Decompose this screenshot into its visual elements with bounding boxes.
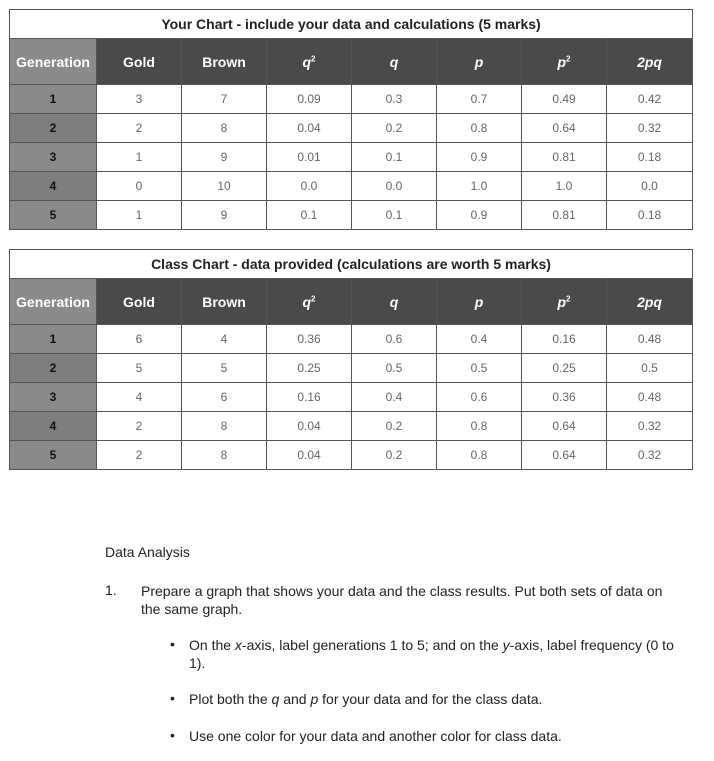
cell-q: 0.2 [352,114,437,143]
table-row [10,143,693,172]
cell-gold: 5 [97,354,182,383]
cell-gold: 1 [97,143,182,172]
data-analysis-heading: Data Analysis [105,544,190,560]
b2-text-a: Plot both the [189,691,272,707]
cell-twopq: 0.48 [607,325,693,354]
b1-text-b: -axis, label generations 1 to 5; and on the [241,637,503,653]
cell-brown: 8 [182,412,267,441]
question-1-number: 1. [105,582,117,598]
b2-p-var: p [310,691,319,707]
b2-text-c: for your data and for the class data. [318,691,543,707]
table-row [10,172,693,201]
table-row [10,354,693,383]
header-2pq [607,279,693,325]
cell-brown: 7 [182,85,267,114]
bullet-color-instruction: Use one color for your data and another color for class data. [189,728,562,744]
header-brown: Brown [182,279,267,325]
bullet-icon: • [170,727,175,743]
cell-p: 0.8 [437,441,522,470]
header-p-squared-exp: 2 [566,293,571,303]
header-q-squared [267,279,352,325]
b1-y-var: y [502,637,510,653]
header-q-squared-base: q [302,293,312,310]
cell-gen: 3 [10,143,97,172]
header-gold: Gold [97,279,182,325]
cell-twopq: 0.42 [607,85,693,114]
cell-p: 0.9 [437,201,522,230]
header-2pq-label: 2pq [637,53,662,70]
cell-q: 0.6 [352,325,437,354]
cell-q2: 0.01 [267,143,352,172]
table-row [10,412,693,441]
cell-q2: 0.04 [267,412,352,441]
header-q-squared [267,39,352,85]
cell-gold: 2 [97,114,182,143]
bullet-plot-instruction [189,690,679,708]
cell-p2: 0.49 [522,85,607,114]
bullet-icon: • [170,636,175,652]
header-q [352,279,437,325]
cell-gold: 2 [97,412,182,441]
header-p-squared-exp: 2 [566,53,571,63]
header-q-label: q [389,53,399,70]
cell-p: 0.5 [437,354,522,383]
cell-twopq: 0.48 [607,383,693,412]
cell-twopq: 0.32 [607,412,693,441]
cell-q: 0.3 [352,85,437,114]
cell-brown: 10 [182,172,267,201]
b1-text-c: -axis, label frequency (0 to 1). [189,637,674,671]
table-title: Class Chart - data provided (calculations are worth 5 marks) [10,250,693,279]
cell-q2: 0.1 [267,201,352,230]
cell-gold: 3 [97,85,182,114]
header-q-squared-base: q [302,53,312,70]
header-2pq-label: 2pq [637,293,662,310]
cell-q: 0.1 [352,143,437,172]
cell-brown: 9 [182,201,267,230]
table-row [10,85,693,114]
cell-p2: 0.81 [522,201,607,230]
header-q [352,39,437,85]
cell-gold: 6 [97,325,182,354]
cell-p: 1.0 [437,172,522,201]
bullet-icon: • [170,690,175,706]
header-p-label: p [474,293,484,310]
cell-brown: 8 [182,441,267,470]
cell-q: 0.2 [352,441,437,470]
header-gold: Gold [97,39,182,85]
cell-q2: 0.16 [267,383,352,412]
cell-q: 0.5 [352,354,437,383]
cell-gen: 1 [10,325,97,354]
cell-brown: 6 [182,383,267,412]
b2-text-b: and [279,691,311,707]
header-q-squared-exp: 2 [311,293,316,303]
cell-q: 0.1 [352,201,437,230]
cell-p: 0.9 [437,143,522,172]
cell-brown: 9 [182,143,267,172]
header-p-squared-base: p [557,53,567,70]
cell-p2: 0.64 [522,441,607,470]
header-q-squared-exp: 2 [311,53,316,63]
cell-q2: 0.04 [267,441,352,470]
cell-gold: 0 [97,172,182,201]
cell-q: 0.4 [352,383,437,412]
bullet-axes-instruction [189,636,679,672]
table-row [10,201,693,230]
cell-p2: 0.16 [522,325,607,354]
table-row [10,114,693,143]
cell-q2: 0.09 [267,85,352,114]
cell-twopq: 0.18 [607,201,693,230]
header-p [437,279,522,325]
cell-gen: 2 [10,114,97,143]
cell-q: 0.0 [352,172,437,201]
header-brown: Brown [182,39,267,85]
header-p [437,39,522,85]
table-row [10,325,693,354]
cell-p2: 0.36 [522,383,607,412]
cell-q: 0.2 [352,412,437,441]
cell-gen: 1 [10,85,97,114]
cell-gen: 4 [10,412,97,441]
cell-q2: 0.25 [267,354,352,383]
cell-p: 0.6 [437,383,522,412]
cell-p2: 0.81 [522,143,607,172]
cell-p: 0.4 [437,325,522,354]
header-p-squared [522,39,607,85]
cell-twopq: 0.18 [607,143,693,172]
header-p-label: p [474,53,484,70]
cell-gen: 2 [10,354,97,383]
cell-gold: 2 [97,441,182,470]
cell-p: 0.7 [437,85,522,114]
cell-gen: 5 [10,201,97,230]
header-p-squared-base: p [557,293,567,310]
cell-twopq: 0.32 [607,441,693,470]
cell-p2: 0.25 [522,354,607,383]
question-1-text: Prepare a graph that shows your data and the class results. Put both sets of data on the same graph. [141,583,663,617]
header-p-squared [522,279,607,325]
header-generation: Generation [10,279,97,325]
cell-p2: 1.0 [522,172,607,201]
cell-q2: 0.36 [267,325,352,354]
header-2pq [607,39,693,85]
cell-twopq: 0.0 [607,172,693,201]
table-row [10,441,693,470]
b1-x-var: x [234,637,242,653]
cell-p: 0.8 [437,114,522,143]
header-generation: Generation [10,39,97,85]
table-title: Your Chart - include your data and calculations (5 marks) [10,10,693,39]
b1-text-a: On the [189,637,235,653]
table-row [10,383,693,412]
cell-p2: 0.64 [522,114,607,143]
cell-p2: 0.64 [522,412,607,441]
cell-p: 0.8 [437,412,522,441]
cell-brown: 4 [182,325,267,354]
cell-gold: 1 [97,201,182,230]
cell-brown: 8 [182,114,267,143]
cell-twopq: 0.32 [607,114,693,143]
cell-q2: 0.04 [267,114,352,143]
cell-brown: 5 [182,354,267,383]
cell-gen: 4 [10,172,97,201]
header-q-label: q [389,293,399,310]
cell-gen: 3 [10,383,97,412]
cell-gold: 4 [97,383,182,412]
cell-twopq: 0.5 [607,354,693,383]
cell-gen: 5 [10,441,97,470]
b2-q-var: q [271,691,280,707]
cell-q2: 0.0 [267,172,352,201]
